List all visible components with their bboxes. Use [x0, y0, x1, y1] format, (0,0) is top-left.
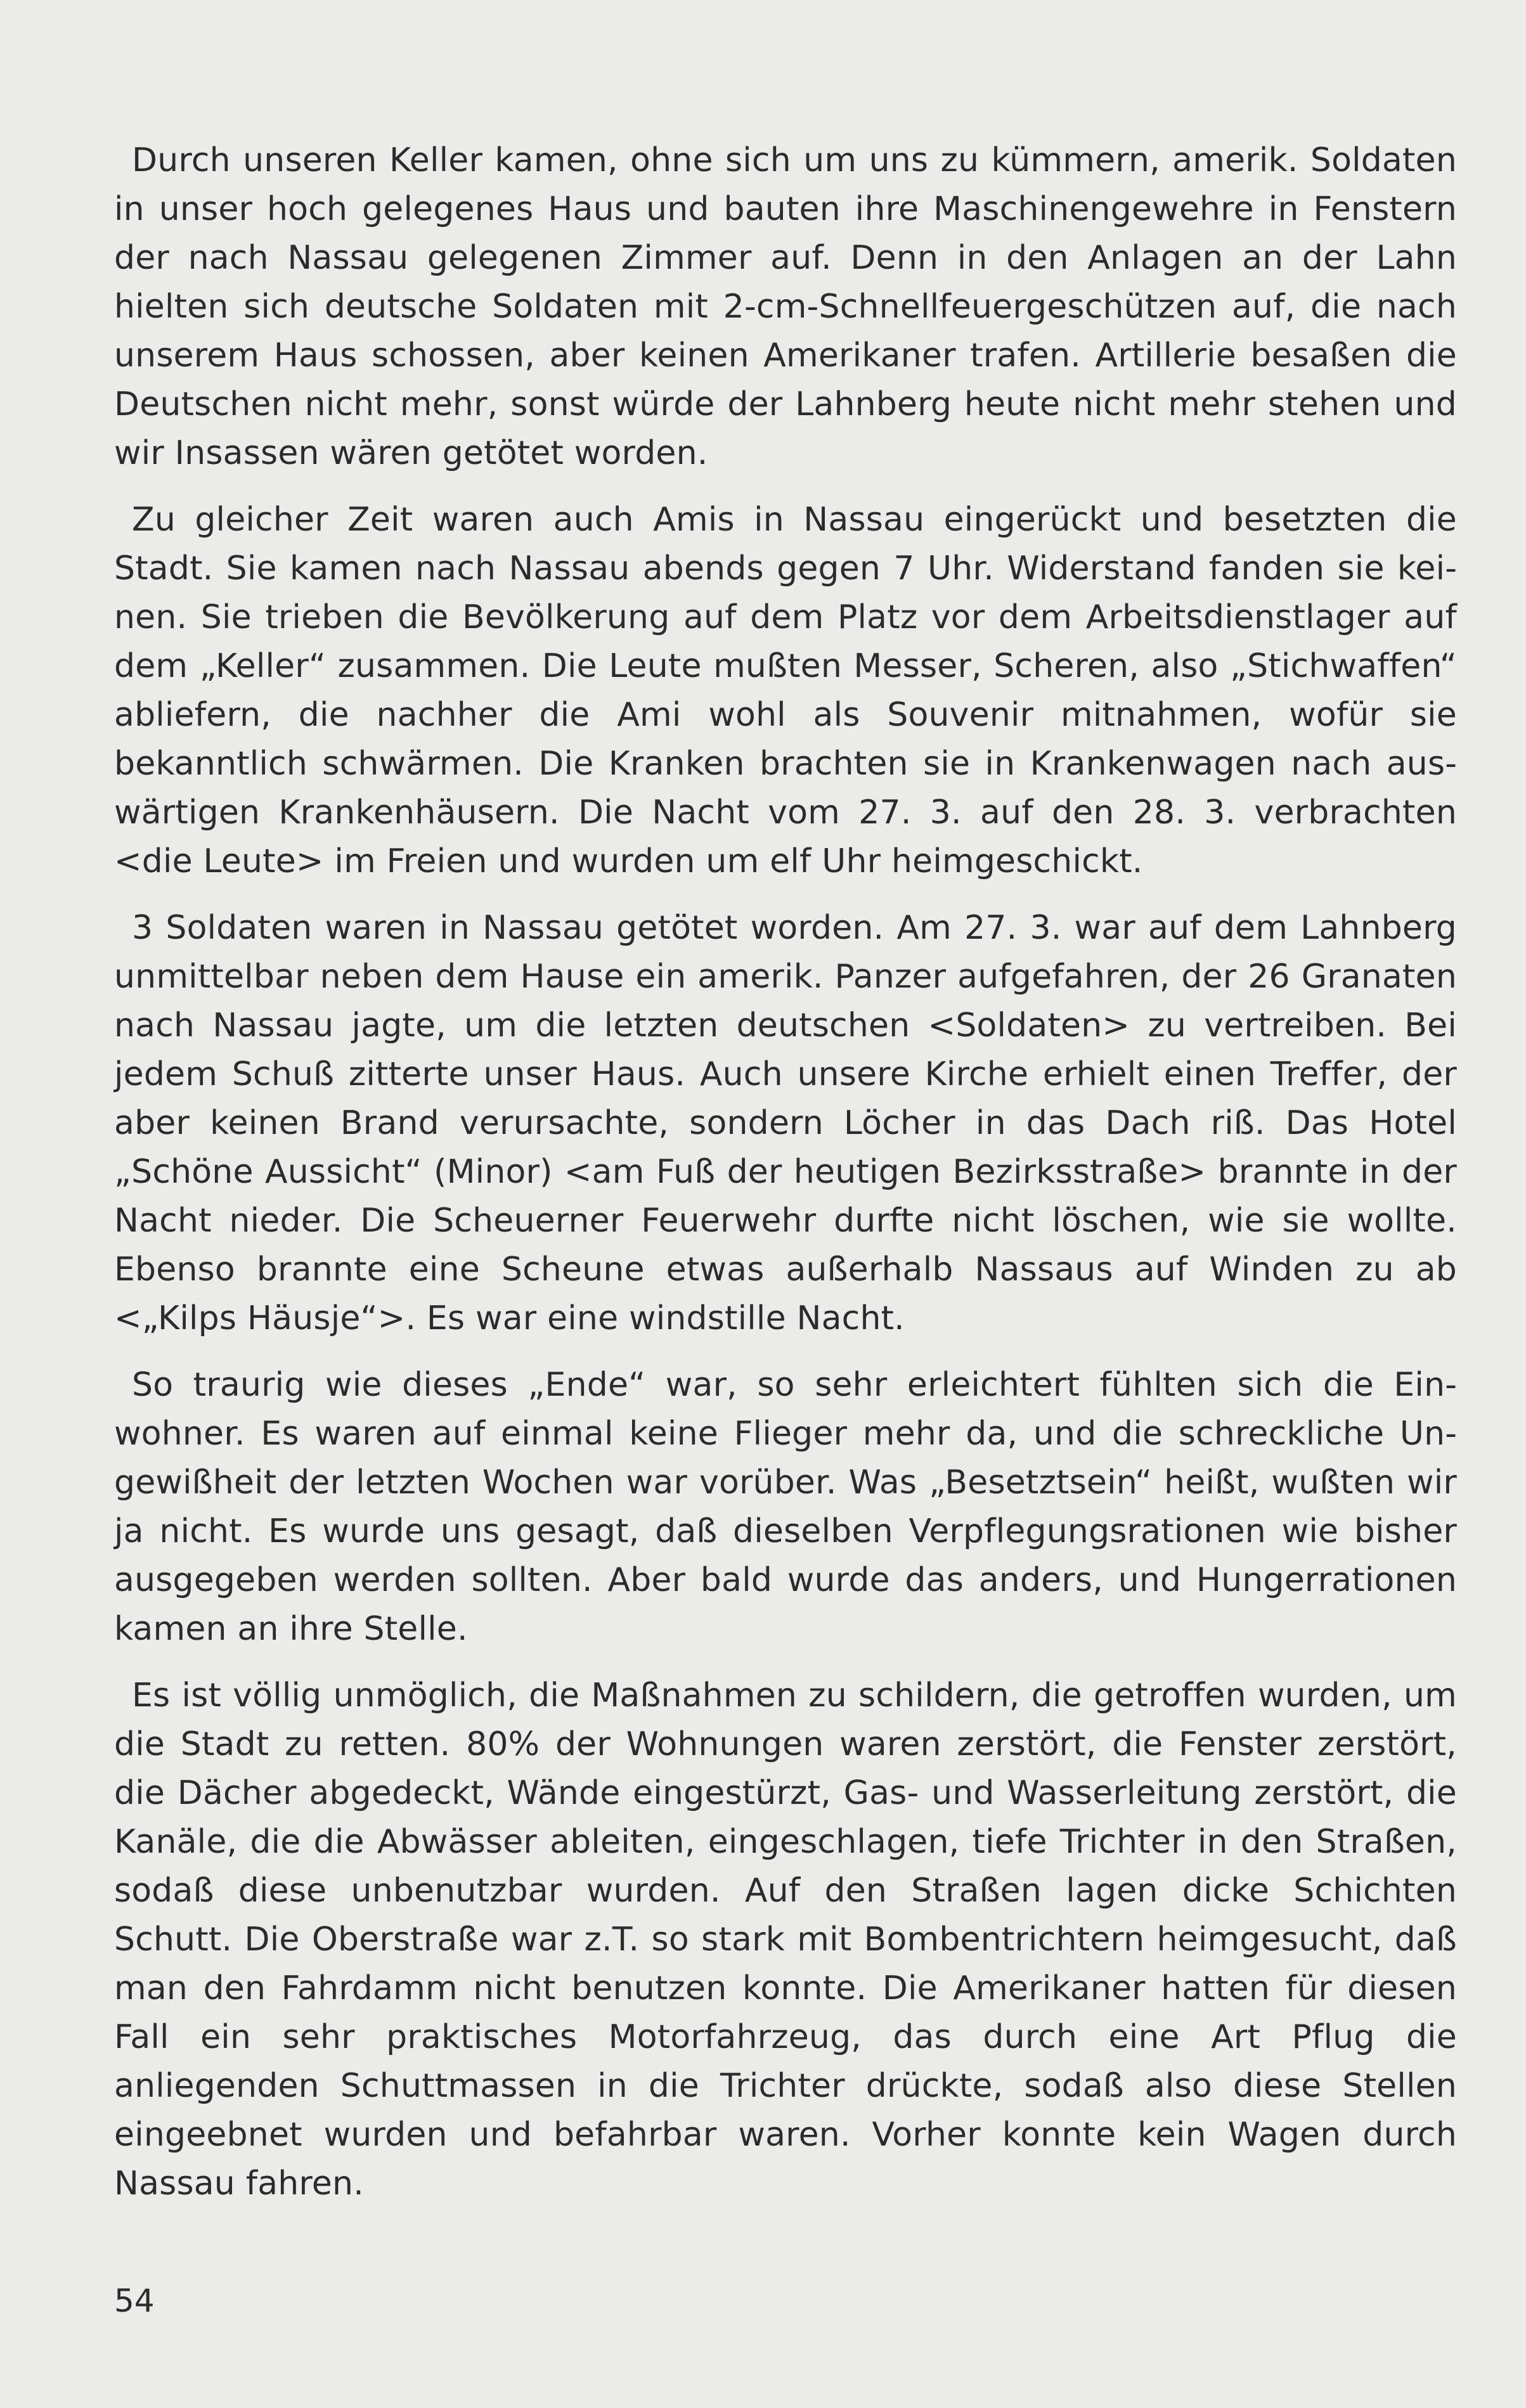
paragraph-3: 3 Soldaten waren in Nassau getötet worden. Am 27. 3. war auf dem Lahnberg unmittelbar neben dem Hause ein amerik. Panzer aufgefahren, der 26 Granaten nach Nassau jagte, um die letzten deutschen <Soldaten> zu vertreiben. Bei jedem Schuß zitterte unser Haus. Auch unsere Kirche erhielt einen Treffer, der aber keinen Brand verursachte, sondern Löcher in das Dach riß. Das Hotel „Schöne Aussicht“ (Minor) <am Fuß der heutigen Bezirksstraße> brannte in der Nacht nieder. Die Scheuerner Feuerwehr durfte nicht löschen, wie sie wollte. Ebenso brannte eine Scheune etwas außerhalb Nassaus auf Winden zu ab <„Kilps Häusje“>. Es war eine windstille Nacht. — [114, 909, 1457, 1337]
paragraph-1: Durch unseren Keller kamen, ohne sich um uns zu kümmern, amerik. Soldaten in unser hoch gelegenes Haus und bauten ihre Maschinengewehre in Fenstern der nach Nassau gelegenen Zimmer auf. Denn in den Anlagen an der Lahn hielten sich deutsche Soldaten mit 2-cm-Schnellfeuergeschützen auf, die nach unserem Haus schossen, aber keinen Amerikaner trafen. Artillerie besaßen die Deutschen nicht mehr, sonst würde der Lahnberg heute nicht mehr stehen und wir Insassen wären getötet worden. — [114, 141, 1457, 472]
paragraph-5: Es ist völlig unmöglich, die Maßnahmen zu schildern, die getroffen wurden, um die Stadt zu retten. 80% der Wohnungen waren zerstört, die Fenster zerstört, die Dächer abgedeckt, Wände eingestürzt, Gas- und Wasserleitung zerstört, die Kanäle, die die Abwässer ableiten, eingeschlagen, tiefe Trichter in den Straßen, sodaß diese unbenutzbar wurden. Auf den Straßen lagen dicke Schichten Schutt. Die Oberstraße war z.T. so stark mit Bombentrichtern heimgesucht, daß man den Fahrdamm nicht benutzen konnte. Die Amerikaner hatten für diesen Fall ein sehr praktisches Motorfahrzeug, das durch eine Art Pflug die anliegenden Schuttmassen in die Trichter drückte, sodaß also diese Stellen eingeebnet wurden und befahrbar waren. Vorher konnte kein Wagen durch Nassau fahren. — [114, 1677, 1457, 2203]
page-number: 54 — [114, 2282, 155, 2319]
paragraph-2: Zu gleicher Zeit waren auch Amis in Nassau eingerückt und besetzten die Stadt. Sie kamen nach Nassau abends gegen 7 Uhr. Widerstand fanden sie keinen. Sie trieben die Bevölkerung auf dem Platz vor dem Arbeitsdienstlager auf dem „Keller“ zusammen. Die Leute mußten Messer, Scheren, also „Stichwaffen“ abliefern, die nachher die Ami wohl als Souvenir mitnahmen, wofür sie bekanntlich schwärmen. Die Kranken brachten sie in Krankenwagen nach auswärtigen Krankenhäusern. Die Nacht vom 27. 3. auf den 28. 3. verbrachten <die Leute> im Freien und wurden um elf Uhr heimgeschickt. — [114, 501, 1457, 880]
body-text — [114, 136, 1457, 2208]
paragraph-4: So traurig wie dieses „Ende“ war, so sehr erleichtert fühlten sich die Einwohner. Es waren auf einmal keine Flieger mehr da, und die schreckliche Ungewißheit der letzten Wochen war vorüber. Was „Besetztsein“ heißt, wußten wir ja nicht. Es wurde uns gesagt, daß dieselben Verpflegungsrationen wie bisher ausgegeben werden sollten. Aber bald wurde das anders, und Hungerrationen kamen an ihre Stelle. — [114, 1366, 1457, 1648]
